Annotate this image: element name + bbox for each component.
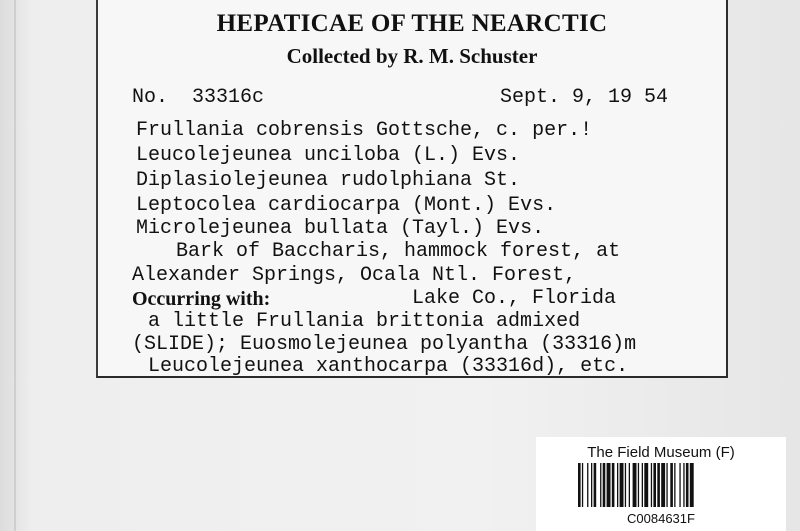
barcode-bar (594, 463, 597, 507)
barcode-bar (690, 463, 694, 507)
label-title: HEPATICAE OF THE NEARCTIC (216, 10, 608, 37)
barcode-bar (674, 463, 675, 507)
associate-line: a little Frullania brittonia admixed (148, 310, 581, 333)
barcode-bar (642, 463, 643, 507)
locality-line: Alexander Springs, Ocala Ntl. Forest, (132, 264, 577, 287)
county-line: Lake Co., Florida (412, 287, 617, 310)
taxon-line: Leptocolea cardiocarpa (Mont.) Evs. (136, 194, 557, 217)
habitat-line: Bark of Baccharis, hammock forest, at (176, 240, 621, 263)
museum-barcode-tag (536, 437, 786, 531)
label-collector: Collected by R. M. Schuster (286, 44, 538, 68)
barcode-bar (617, 463, 618, 507)
barcode-bar (633, 463, 637, 507)
associate-line: (SLIDE); Euosmolejeunea polyantha (33316)m (132, 333, 637, 356)
taxon-line: Leucolejeunea unciloba (L.) Evs. (136, 144, 521, 167)
barcode-bar (603, 463, 606, 507)
barcode-bar (670, 463, 673, 507)
barcode-bar (625, 463, 626, 507)
taxon-line: Frullania cobrensis Gottsche, c. per.! (136, 119, 593, 142)
museum-name: The Field Museum (F) (587, 444, 735, 461)
taxon-line: Diplasiolejeunea rudolphiana St. (136, 169, 521, 192)
barcode-bar (657, 463, 660, 507)
sheet-fold-edge (14, 0, 16, 531)
taxon-line: Microlejeunea bullata (Tayl.) Evs. (136, 217, 545, 240)
barcode-bar (644, 463, 648, 507)
barcode-bar (578, 463, 581, 507)
barcode-bar (582, 463, 583, 507)
associate-line: Leucolejeunea xanthocarpa (33316d), etc. (148, 355, 629, 378)
barcode-bar (683, 463, 684, 507)
barcode-bar (638, 463, 639, 507)
specimen-number: No. 33316c (132, 86, 265, 109)
barcode-bar (600, 463, 601, 507)
barcode-bar (661, 463, 665, 507)
barcode-bar (686, 463, 689, 507)
barcode-bar (666, 463, 667, 507)
catalog-number: C0084631F (627, 511, 695, 526)
barcode-bar (620, 463, 624, 507)
barcode-icon (578, 463, 756, 507)
barcode-bar (651, 463, 652, 507)
barcode-bar (607, 463, 611, 507)
specimen-label (96, 0, 728, 378)
barcode-bar (653, 463, 656, 507)
barcode-bar (591, 463, 592, 507)
barcode-bar (612, 463, 615, 507)
barcode-bar (629, 463, 630, 507)
barcode-bar (587, 463, 588, 507)
occurring-with-label: Occurring with: (132, 288, 271, 310)
collection-date: Sept. 9, 19 54 (500, 86, 669, 109)
barcode-bar (679, 463, 680, 507)
